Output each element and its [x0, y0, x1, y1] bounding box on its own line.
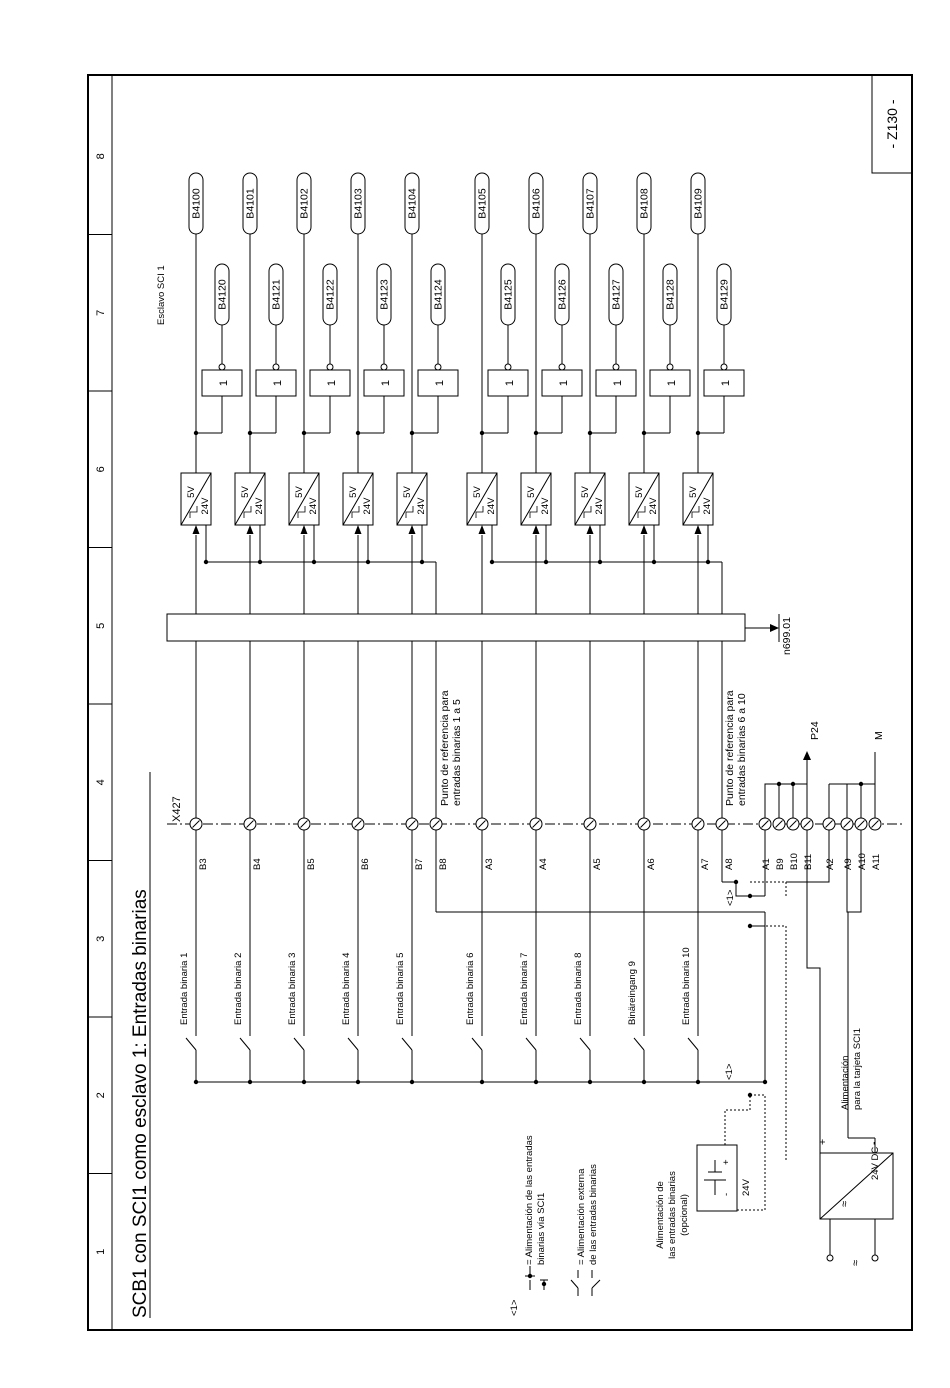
supply-plus: + — [817, 1138, 829, 1145]
inverted-output-connector — [269, 264, 283, 325]
legend-symbol — [571, 1280, 578, 1288]
voltage-5v: 5V — [348, 486, 359, 498]
voltage-5v: 5V — [240, 486, 251, 498]
column-number: 1 — [95, 1248, 107, 1255]
arrow-head — [587, 525, 594, 534]
terminal-screw — [823, 818, 835, 830]
legend-item-2: = Alimentación externa — [576, 1168, 587, 1265]
ext-supply-label: (opcional) — [679, 1194, 690, 1236]
terminal-label: B5 — [306, 858, 317, 870]
level-converter — [397, 473, 427, 525]
inverted-output-connector — [717, 264, 731, 325]
terminal-label: A3 — [484, 858, 495, 870]
terminal-label: A11 — [871, 853, 882, 870]
inverted-output-connector — [609, 264, 623, 325]
ac-input-symbol: ≈ — [850, 1259, 862, 1266]
parameter-label: B4102 — [298, 188, 311, 219]
inversion-bubble — [613, 364, 619, 370]
inverted-output-connector — [431, 264, 445, 325]
voltage-5v: 5V — [186, 486, 197, 498]
parameter-label: B4108 — [638, 188, 651, 219]
level-converter — [683, 473, 713, 525]
circuit — [156, 173, 905, 1316]
voltage-5v: 5V — [580, 486, 591, 498]
parameter-label: B4127 — [610, 279, 623, 310]
terminal-label: B4 — [252, 858, 263, 870]
inverted-output-connector — [663, 264, 677, 325]
voltage-5v: 5V — [688, 486, 699, 498]
inverted-output-connector — [323, 264, 337, 325]
parameter-label: B4128 — [664, 279, 677, 310]
terminal-screw — [692, 818, 704, 830]
arrow-head — [355, 525, 362, 534]
sci-supply-label: para la tarjeta SCI1 — [852, 1028, 863, 1110]
terminal-screw — [638, 818, 650, 830]
level-converter — [343, 473, 373, 525]
terminal-label: B11 — [803, 853, 814, 870]
parameter-label: B4121 — [270, 279, 283, 310]
terminal-label: B6 — [360, 858, 371, 870]
ext-supply-label: las entradas binarias — [667, 1171, 678, 1259]
ac-terminal — [827, 1255, 833, 1261]
terminal-label: A5 — [592, 858, 603, 870]
arrow-head — [247, 525, 254, 534]
column-ticks — [88, 235, 112, 1174]
level-converter — [289, 473, 319, 525]
legend-symbol — [592, 1280, 600, 1288]
output-connector — [529, 173, 543, 234]
parameter-label: B4126 — [556, 279, 569, 310]
parameter-label: B4101 — [244, 188, 257, 219]
input-label: Entrada binaria 6 — [465, 952, 476, 1025]
column-number: 8 — [95, 153, 107, 160]
terminal-screw — [787, 818, 799, 830]
terminal-screw — [190, 818, 202, 830]
switch-contact — [294, 1038, 304, 1050]
output-connector — [475, 173, 489, 234]
inverted-output-connector — [377, 264, 391, 325]
parameter-label: B4105 — [476, 188, 489, 219]
parameter-label: B4109 — [692, 188, 705, 219]
junction-dot — [542, 1282, 546, 1286]
terminal-label: A10 — [857, 853, 868, 870]
terminal-screw — [773, 818, 785, 830]
parameter-label: B4122 — [324, 279, 337, 310]
inversion-bubble — [559, 364, 565, 370]
terminal-label: B9 — [775, 858, 786, 870]
voltage-24v: 24V — [308, 497, 319, 515]
output-connector — [637, 173, 651, 234]
legend-tag: <1> — [509, 1299, 520, 1316]
arrow-head — [803, 751, 811, 760]
optional-link — [725, 1095, 750, 1145]
terminal-screw — [476, 818, 488, 830]
slave-label: Esclavo SCI 1 — [156, 265, 167, 325]
terminal-screw — [298, 818, 310, 830]
parameter-label: B4123 — [378, 279, 391, 310]
optional-link — [750, 882, 786, 896]
inverter-label: 1 — [380, 379, 392, 387]
terminal-label: A7 — [700, 858, 711, 870]
voltage-24v: 24V — [416, 497, 427, 515]
inverter-label: 1 — [504, 379, 516, 387]
voltage-5v: 5V — [402, 486, 413, 498]
column-number: 7 — [95, 309, 107, 316]
page-frame — [88, 75, 912, 1330]
page-title: SCB1 con SCI1 como esclavo 1: Entradas binarias — [130, 889, 151, 1318]
legend-item-1: binarias vía SCI1 — [536, 1192, 547, 1265]
output-connector — [583, 173, 597, 234]
parameter-label: B4107 — [584, 188, 597, 219]
terminal-screw — [801, 818, 813, 830]
voltage-24v: 24V — [540, 497, 551, 515]
reference-note-2: Punto de referencia para — [724, 690, 736, 806]
voltage-5v: 5V — [472, 486, 483, 498]
inverted-output-connector — [215, 264, 229, 325]
junction-dot — [859, 782, 863, 786]
terminal-screw — [869, 818, 881, 830]
reference-note-1: entradas binarias 1 a 5 — [451, 699, 463, 806]
input-label: Entrada binaria 2 — [233, 952, 244, 1025]
optional-link — [750, 926, 786, 1160]
input-label: Entrada binaria 1 — [179, 952, 190, 1025]
level-converter — [629, 473, 659, 525]
page-ref: - Z130 - — [884, 99, 900, 149]
legend-item-1: = Alimentación de las entradas — [524, 1135, 535, 1265]
column-number: 2 — [95, 1092, 107, 1099]
battery-plus: + — [721, 1159, 732, 1165]
parameter-label: B4103 — [352, 188, 365, 219]
dc-voltage: 24V DC — [870, 1146, 881, 1180]
ac-terminal — [872, 1255, 878, 1261]
voltage-5v: 5V — [294, 486, 305, 498]
input-label: Entrada binaria 8 — [573, 952, 584, 1025]
level-converter — [181, 473, 211, 525]
inversion-bubble — [381, 364, 387, 370]
voltage-5v: 5V — [526, 486, 537, 498]
column-number: 3 — [95, 935, 107, 942]
junction-dot — [777, 782, 781, 786]
input-label: Entrada binaria 5 — [395, 952, 406, 1025]
switch-contact — [472, 1038, 482, 1050]
inverter-label: 1 — [272, 379, 284, 387]
arrow-head — [695, 525, 702, 534]
arrow-head — [533, 525, 540, 534]
inversion-bubble — [327, 364, 333, 370]
switch-contact — [688, 1038, 698, 1050]
parameter-label: B4129 — [718, 279, 731, 310]
inverter-label: 1 — [558, 379, 570, 387]
ac-symbol: ≈ — [839, 1200, 851, 1207]
terminal-label: B3 — [198, 858, 209, 870]
inverter-label: 1 — [218, 379, 230, 387]
output-connector — [243, 173, 257, 234]
inverter-label: 1 — [612, 379, 624, 387]
supply-minus: - — [868, 1141, 880, 1145]
input-label: Entrada binaria 3 — [287, 952, 298, 1025]
input-label: Entrada binaria 4 — [341, 952, 352, 1025]
voltage-5v: 5V — [634, 486, 645, 498]
terminal-label: A2 — [825, 858, 836, 870]
sci-minus-wire — [847, 830, 848, 912]
inverter-label: 1 — [720, 379, 732, 387]
terminal-label: A6 — [646, 858, 657, 870]
column-number: 5 — [95, 622, 107, 629]
column-number: 6 — [95, 466, 107, 473]
level-converter — [575, 473, 605, 525]
terminal-screw — [716, 818, 728, 830]
terminal-screw — [759, 818, 771, 830]
arrow-head — [409, 525, 416, 534]
legend-item-2: de las entradas binarias — [588, 1164, 599, 1265]
binector-connector-box — [167, 614, 745, 641]
parameter-label: B4124 — [432, 279, 445, 310]
level-converter — [235, 473, 265, 525]
terminal-screw — [406, 818, 418, 830]
parameter-label: B4125 — [502, 279, 515, 310]
battery-voltage: 24V — [741, 1179, 752, 1196]
arrow-head — [301, 525, 308, 534]
terminal-screw — [352, 818, 364, 830]
inversion-bubble — [505, 364, 511, 370]
arrow-head — [479, 525, 486, 534]
arrow-head — [770, 624, 779, 632]
terminal-label: A9 — [843, 858, 854, 870]
switch-contact — [348, 1038, 358, 1050]
ext-battery-box — [697, 1145, 737, 1211]
terminal-screw — [530, 818, 542, 830]
voltage-24v: 24V — [200, 497, 211, 515]
note-tag: <1> — [724, 1063, 735, 1080]
inverted-output-connector — [501, 264, 515, 325]
column-number: 4 — [95, 779, 107, 786]
inverted-output-connector — [555, 264, 569, 325]
voltage-24v: 24V — [362, 497, 373, 515]
inversion-bubble — [435, 364, 441, 370]
input-label: Entrada binaria 10 — [681, 947, 692, 1025]
voltage-24v: 24V — [486, 497, 497, 515]
switch-contact — [186, 1038, 196, 1050]
voltage-24v: 24V — [254, 497, 265, 515]
switch-contact — [240, 1038, 250, 1050]
inverter-label: 1 — [666, 379, 678, 387]
terminal-label: A8 — [724, 858, 735, 870]
level-converter — [521, 473, 551, 525]
output-connector — [405, 173, 419, 234]
terminal-label: A1 — [761, 858, 772, 870]
output-connector — [189, 173, 203, 234]
switch-contact — [402, 1038, 412, 1050]
output-connector — [351, 173, 365, 234]
reference-note-1: Punto de referencia para — [439, 690, 451, 806]
switch-contact — [634, 1038, 644, 1050]
junction-dot — [528, 1274, 532, 1278]
input-label: Entrada binaria 7 — [519, 952, 530, 1025]
connector-label: X427 — [171, 796, 183, 822]
terminal-screw — [855, 818, 867, 830]
sci-supply-label: Alimentación — [840, 1055, 851, 1110]
parameter-label: B4100 — [190, 188, 203, 219]
junction-dot — [791, 782, 795, 786]
inverter-label: 1 — [434, 379, 446, 387]
terminal-label: B8 — [438, 858, 449, 870]
m-label: M — [873, 731, 885, 740]
inverter-label: 1 — [326, 379, 338, 387]
selector-wire — [736, 882, 750, 896]
terminal-label: B7 — [414, 858, 425, 870]
input-label: Binäreingang 9 — [627, 961, 638, 1025]
parameter-label: B4106 — [530, 188, 543, 219]
voltage-24v: 24V — [702, 497, 713, 515]
terminal-screw — [584, 818, 596, 830]
note-tag: <1> — [725, 889, 736, 906]
inversion-bubble — [273, 364, 279, 370]
word-parameter: n699.01 — [781, 617, 793, 655]
parameter-label: B4120 — [216, 279, 229, 310]
p24-bus — [765, 784, 807, 818]
reference-note-2: entradas binarias 6 a 10 — [736, 693, 748, 806]
inversion-bubble — [219, 364, 225, 370]
parameter-label: B4104 — [406, 188, 419, 219]
sci-plus-wire — [807, 830, 820, 1138]
p24-label: P24 — [809, 721, 821, 740]
level-converter — [467, 473, 497, 525]
output-connector — [691, 173, 705, 234]
switch-contact — [580, 1038, 590, 1050]
switch-contact — [526, 1038, 536, 1050]
ext-supply-label: Alimentación de — [655, 1181, 666, 1249]
voltage-24v: 24V — [648, 497, 659, 515]
output-connector — [297, 173, 311, 234]
terminal-screw — [430, 818, 442, 830]
inversion-bubble — [721, 364, 727, 370]
terminal-screw — [841, 818, 853, 830]
terminal-label: B10 — [789, 853, 800, 870]
voltage-24v: 24V — [594, 497, 605, 515]
arrow-head — [641, 525, 648, 534]
terminal-screw — [244, 818, 256, 830]
inversion-bubble — [667, 364, 673, 370]
arrow-head — [193, 525, 200, 534]
battery-minus: - — [721, 1192, 732, 1196]
terminal-label: A4 — [538, 858, 549, 870]
